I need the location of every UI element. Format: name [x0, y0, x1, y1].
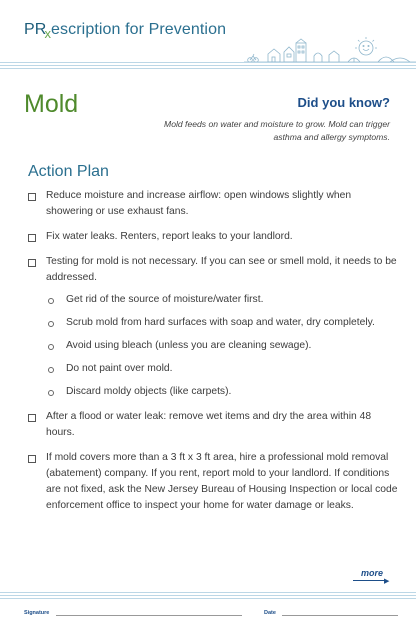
checklist-item[interactable]: [28, 254, 398, 286]
more-link[interactable]: more: [360, 568, 383, 578]
footer-divider: [0, 592, 416, 601]
bullet-icon: [48, 390, 54, 396]
sub-item: [28, 384, 398, 400]
sub-item: [28, 315, 398, 331]
checkbox-icon[interactable]: [28, 414, 36, 422]
more-underline: [353, 580, 387, 581]
sub-item: [28, 361, 398, 377]
checklist-item-text: Fix water leaks. Renters, report leaks to your landlord.: [46, 231, 293, 242]
checkbox-icon[interactable]: [28, 193, 36, 201]
bullet-icon: [48, 344, 54, 350]
checklist-item[interactable]: [28, 409, 398, 441]
date-label: Date: [264, 610, 276, 616]
checklist-item[interactable]: [28, 450, 398, 514]
date-field[interactable]: [282, 615, 398, 616]
sub-item: [28, 292, 398, 308]
bullet-icon: [48, 367, 54, 373]
brand-logo: [24, 21, 226, 39]
action-plan-list: [28, 188, 398, 523]
bullet-icon: [48, 321, 54, 327]
sub-item-text: Discard moldy objects (like carpets).: [66, 386, 232, 397]
did-you-know-text: Mold feeds on water and moisture to grow. Mold can trigger asthma and allergy symptoms.: [164, 119, 390, 142]
header: [0, 0, 416, 70]
checklist-item-text: After a flood or water leak: remove wet items and dry the area within 48 hours.: [46, 411, 372, 438]
checklist-item[interactable]: [28, 229, 398, 245]
arrow-right-icon[interactable]: ▶: [384, 578, 390, 585]
sub-item: [28, 338, 398, 354]
sub-item-text: Avoid using bleach (unless you are cleaning sewage).: [66, 340, 312, 351]
brand-rest: escription for Prevention: [51, 21, 227, 38]
checklist-item-text: If mold covers more than a 3 ft x 3 ft area, hire a professional mold removal (abatement) company. If you rent, report mold to your landlord. If conditions are not fixed, ask the New Jersey Bureau of Housing Inspection or local code enforcement office to inspect your home for water damage or leaks.: [46, 452, 398, 511]
checkbox-icon[interactable]: [28, 234, 36, 242]
sub-item-text: Get rid of the source of moisture/water first.: [66, 294, 264, 305]
checklist-item-text: Testing for mold is not necessary. If you can see or smell mold, it needs to be addressed.: [46, 256, 397, 283]
sub-item-text: Do not paint over mold.: [66, 363, 173, 374]
page-title: Mold: [24, 90, 79, 118]
signature-field[interactable]: [56, 615, 242, 616]
brand-rx: x: [44, 26, 52, 41]
checkbox-icon[interactable]: [28, 259, 36, 267]
header-divider: [0, 62, 416, 70]
did-you-know-heading: Did you know?: [297, 95, 390, 110]
bullet-icon: [48, 298, 54, 304]
sub-item-text: Scrub mold from hard surfaces with soap and water, dry completely.: [66, 317, 375, 328]
signature-label: Signature: [24, 610, 50, 616]
sub-list: [28, 292, 398, 400]
checklist-item-text: Reduce moisture and increase airflow: open windows slightly when showering or use exhaust fans.: [46, 190, 352, 217]
checkbox-icon[interactable]: [28, 455, 36, 463]
action-plan-heading: Action Plan: [28, 163, 109, 180]
brand-pr: PR: [24, 21, 47, 38]
checklist-item[interactable]: [28, 188, 398, 220]
